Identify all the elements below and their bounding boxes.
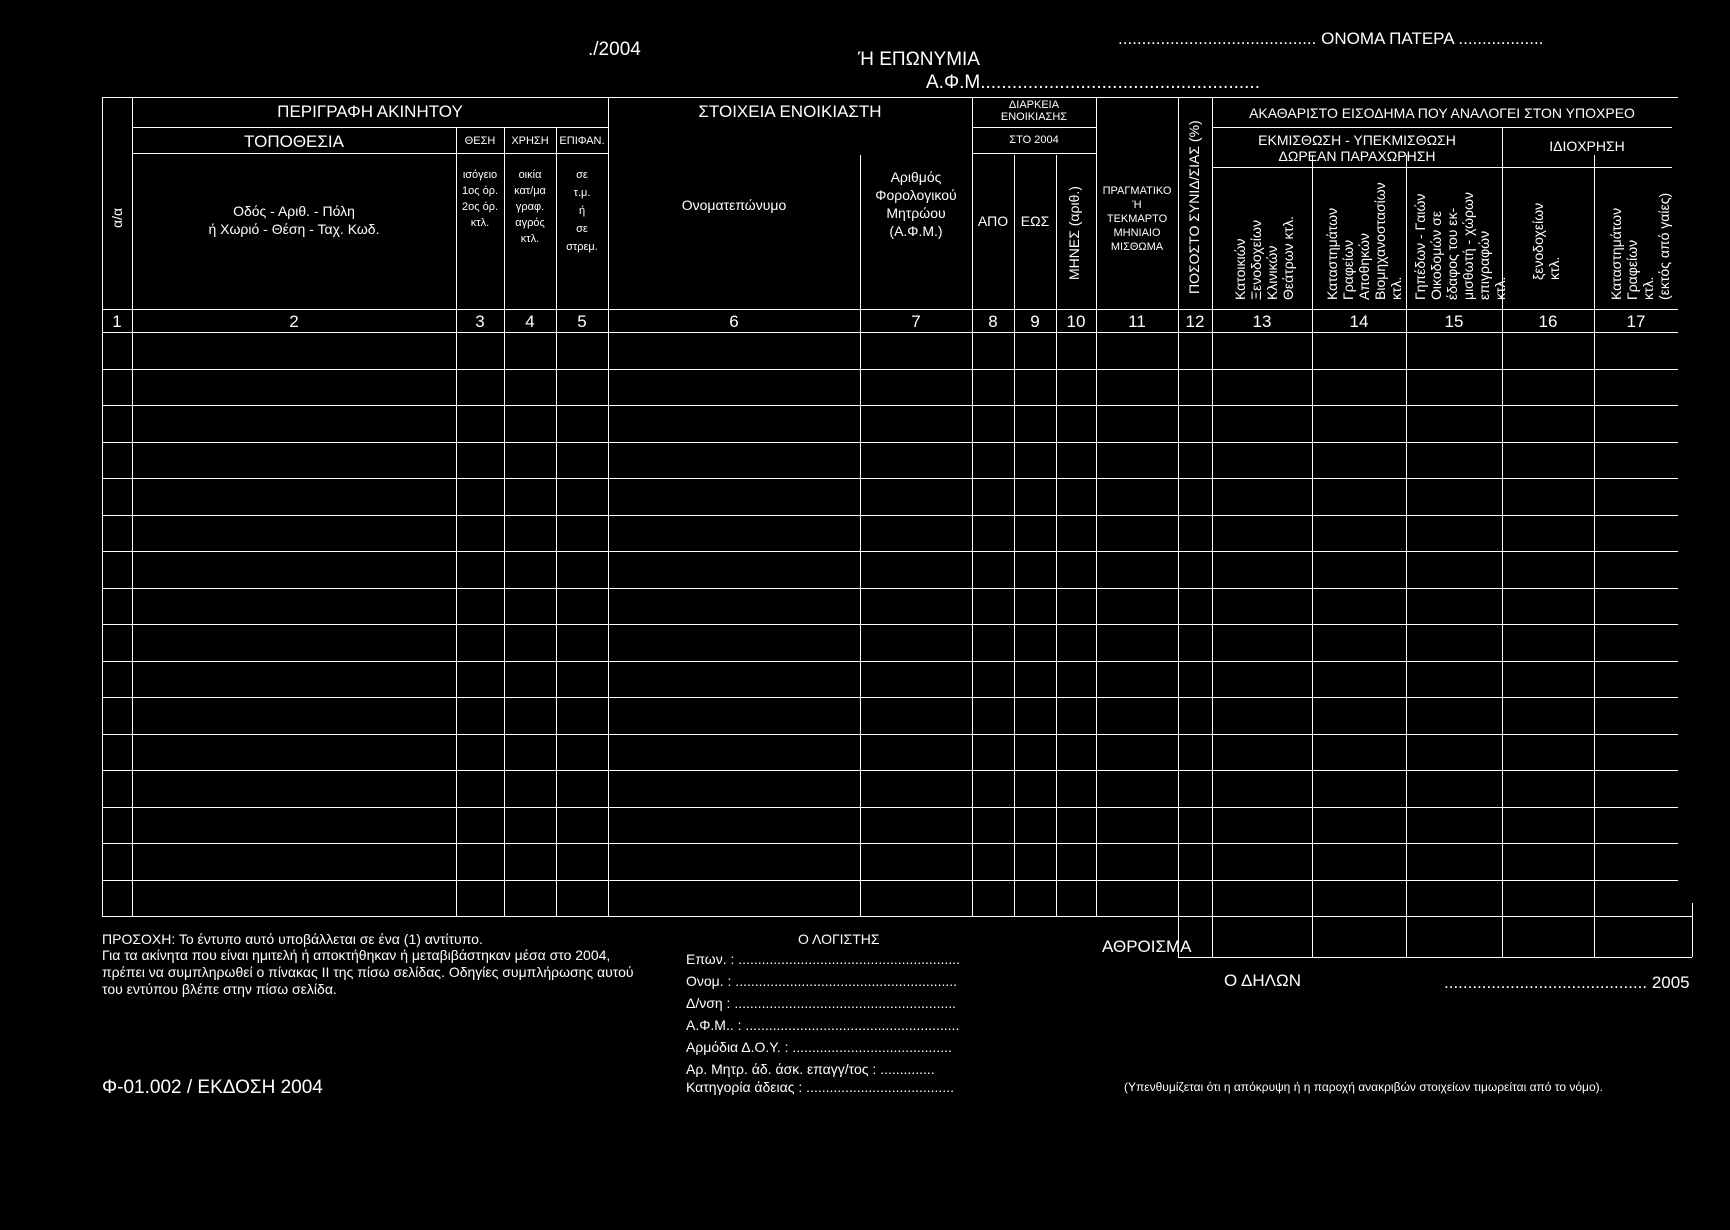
afm-header: (Α.Φ.Μ.): [889, 223, 943, 239]
location-header: ΤΟΠΟΘΕΣΙΑ: [244, 132, 344, 151]
share-header: ΠΟΣΟΣΤΟ ΣΥΝΙΔ/ΣΙΑΣ (%): [1186, 120, 1202, 294]
col-number: 13: [1252, 312, 1272, 331]
in-year-header: ΣΤΟ 2004: [1009, 134, 1059, 146]
months-header: ΜΗΝΕΣ (αριθ.): [1066, 186, 1082, 280]
col-number: 17: [1626, 312, 1646, 331]
location-detail-line1: Οδός - Αριθ. - Πόλη: [233, 203, 355, 219]
rent-header: Ή: [1132, 199, 1142, 211]
own-use-header: ΙΔΙΟΧΡΗΣΗ: [1549, 138, 1625, 154]
accountant-field: Δ/νση : .........................................................: [686, 995, 957, 1011]
use-detail: γραφ.: [515, 201, 545, 213]
col-number: 10: [1066, 312, 1086, 331]
afm-label: Α.Φ.Μ.....................................................: [926, 72, 1260, 93]
accountant-field: Αρμόδια Δ.Ο.Υ. : .........................................: [686, 1039, 952, 1055]
accountant-field: Αρ. Μητρ. άδ. άσκ. επαγγ/τος : ..............: [686, 1061, 935, 1077]
use-detail: κατ/μα: [514, 185, 546, 197]
use-detail: αγρός: [515, 217, 545, 229]
accountant-field: Α.Φ.Μ.. : .......................................................: [686, 1017, 960, 1033]
gross-income-header: ΑΚΑΘΑΡΙΣΤΟ ΕΙΣΟΔΗΜΑ ΠΟΥ ΑΝΑΛΟΓΕΙ ΣΤΟΝ ΥΠΟΧΡΕΟ: [1249, 105, 1635, 121]
col-number: 5: [577, 312, 587, 331]
lease-header: ΔΩΡΕΑΝ ΠΑΡΑΧΩΡΗΣΗ: [1278, 148, 1436, 164]
legal-reminder: (Υπενθυμίζεται ότι η απόκρυψη ή η παροχή ανακριβών στοιχείων τιμωρείται από το νόμο).: [1124, 1080, 1603, 1094]
from-header: ΑΠΟ: [977, 213, 1009, 229]
col-number: 8: [988, 312, 998, 331]
col-number: 14: [1349, 312, 1369, 331]
notice-line: πρέπει να συμπληρωθεί ο πίνακας ΙΙ της πίσω σελίδας. Οδηγίες συμπλήρωσης αυτού: [102, 964, 634, 980]
area-detail: σε: [576, 169, 588, 181]
rent-header: ΤΕΚΜΑΡΤΟ: [1106, 213, 1168, 225]
notice-line: του εντύπου βλέπε στην πίσω σελίδα.: [102, 981, 337, 997]
col-number: 2: [289, 312, 299, 331]
col13-header: Κατοικιών Ξενοδοχείων Κλινικών Θεάτρων κτλ.: [1232, 216, 1297, 300]
col15-header: Γηπέδων - Γαιών Οικοδομών σε έδαφος του εκ- μισθωτή - χώρων επιγραφών κτλ.: [1412, 192, 1509, 300]
year-fragment: ./2004: [588, 39, 641, 60]
col-number: 9: [1030, 312, 1040, 331]
father-name-label: .......................................... ΟΝΟΜΑ ΠΑΤΕΡΑ ..................: [1118, 29, 1544, 48]
col-number: 15: [1444, 312, 1464, 331]
area-header: ΕΠΙΦΑΝ.: [559, 135, 605, 147]
area-detail: σε: [576, 223, 588, 235]
declarant-label: Ο ΔΗΛΩΝ: [1224, 971, 1301, 990]
col16-header: ξενοδοχείων κτλ.: [1530, 202, 1563, 280]
rent-header: ΠΡΑΓΜΑΤΙΚΟ: [1102, 185, 1172, 197]
col-number: 12: [1185, 312, 1205, 331]
position-detail: κτλ.: [470, 217, 490, 229]
row-number-header: α/α: [109, 207, 125, 228]
col-number: 7: [911, 312, 921, 331]
col-number: 4: [525, 312, 535, 331]
property-description-header: ΠΕΡΙΓΡΑΦΗ ΑΚΙΝΗΤΟΥ: [277, 102, 463, 121]
accountant-field: Κατηγορία άδειας : ......................................: [686, 1079, 954, 1095]
position-header: ΘΕΣΗ: [464, 135, 496, 147]
surname-label: Ή ΕΠΩΝΥΜΙΑ: [858, 49, 980, 70]
col-number: 3: [475, 312, 485, 331]
use-detail: οικία: [518, 169, 542, 181]
col14-header: Καταστημάτων Γραφείων Αποθηκών Βιομηχανοστασίων κτλ.: [1324, 182, 1405, 300]
rent-header: ΜΗΝΙΑΙΟ: [1113, 227, 1161, 239]
col17-header: Καταστημάτων Γραφείων κτλ. (εκτός από γαίες): [1608, 192, 1673, 300]
notice-line: Για τα ακίνητα που είναι ημιτελή ή αποκτήθηκαν ή μεταβιβάστηκαν μέσα στο 2004,: [102, 947, 611, 963]
afm-header: Φορολογικού: [875, 187, 957, 203]
location-detail-line2: ή Χωριό - Θέση - Ταχ. Κωδ.: [208, 221, 380, 237]
position-detail: 2ος όρ.: [461, 201, 499, 213]
afm-header: Αριθμός: [890, 169, 942, 185]
lease-header: ΕΚΜΙΣΘΩΣΗ - ΥΠΕΚΜΙΣΘΩΣΗ: [1258, 132, 1456, 148]
col-number: 16: [1538, 312, 1558, 331]
position-detail: 1ος όρ.: [461, 185, 499, 197]
date-field: ........................................... 2005: [1444, 973, 1690, 992]
col-number: 1: [112, 312, 122, 331]
area-detail: τ.μ.: [573, 187, 591, 199]
use-detail: κτλ.: [520, 233, 540, 245]
position-detail: ισόγειο: [462, 169, 498, 181]
col-number: 6: [729, 312, 739, 331]
total-label: ΑΘΡΟΙΣΜΑ: [1102, 937, 1192, 956]
use-header: ΧΡΗΣΗ: [511, 135, 549, 147]
col-number: 11: [1128, 312, 1146, 331]
notice-line: ΠΡΟΣΟΧΗ: Το έντυπο αυτό υποβάλλεται σε ένα (1) αντίτυπο.: [102, 931, 483, 947]
accountant-field: Επων. : .........................................................: [686, 951, 960, 967]
accountant-field: Ονομ. : .........................................................: [686, 973, 958, 989]
tenant-name-header: Ονοματεπώνυμο: [681, 197, 787, 213]
to-header: ΕΩΣ: [1020, 213, 1050, 229]
form-code: Φ-01.002 / ΕΚΔΟΣΗ 2004: [102, 1077, 323, 1098]
tenant-header: ΣΤΟΙΧΕΙΑ ΕΝΟΙΚΙΑΣΤΗ: [698, 102, 882, 121]
afm-header: Μητρώου: [886, 205, 946, 221]
duration-header: ΕΝΟΙΚΙΑΣΗΣ: [1000, 111, 1068, 123]
area-detail: στρεμ.: [566, 241, 598, 253]
rent-header: ΜΙΣΘΩΜΑ: [1110, 241, 1164, 253]
accountant-title: Ο ΛΟΓΙΣΤΗΣ: [798, 931, 880, 947]
area-detail: ή: [578, 205, 586, 217]
duration-header: ΔΙΑΡΚΕΙΑ: [1008, 99, 1060, 111]
